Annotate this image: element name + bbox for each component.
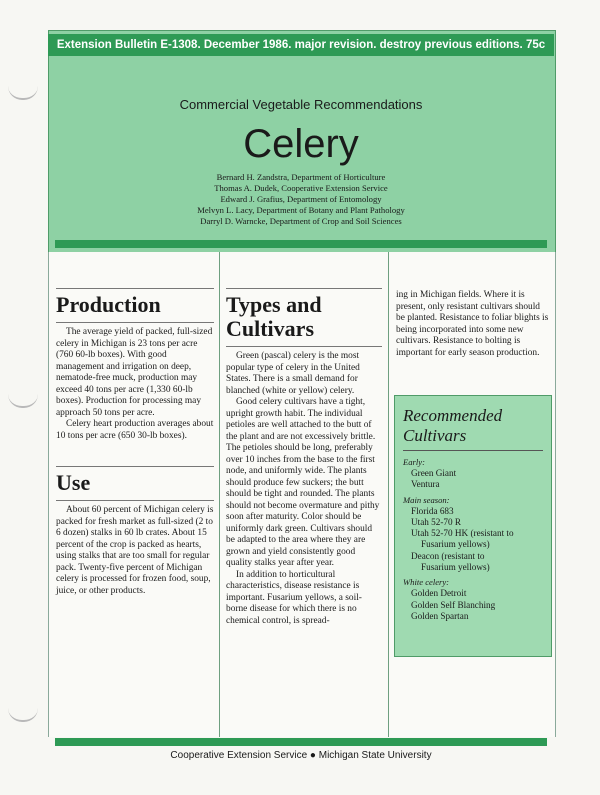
cultivar-group-label: White celery: [403, 577, 450, 588]
production-paragraph: Celery heart production averages about 10 tons per acre (650 30-lb boxes). [56, 419, 214, 441]
column-middle [226, 288, 382, 627]
types-paragraph: Green (pascal) celery is the most popular type of celery in the United States. There is a small demand for blanched (white or yellow) celery. [226, 351, 360, 396]
cultivar-item: Utah 52-70 R [411, 516, 462, 527]
cultivar-item: Golden Spartan [411, 610, 469, 621]
binder-hole-middle [8, 394, 38, 408]
bulletin-banner: Extension Bulletin E-1308. December 1986. major revision. destroy previous editions. 75c [48, 34, 554, 56]
publisher-footer: Cooperative Extension Service ● Michigan State University [170, 750, 432, 761]
types-paragraph-continued: ing in Michigan fields. Where it is present, only resistant cultivars should be planted. Resistance to foliar blights is being incorporated into some new cultivars. Resistance to bolting is important for early season production. [396, 290, 549, 358]
section-rule [56, 322, 214, 323]
section-rule [56, 288, 214, 289]
page-title: Celery [243, 122, 359, 166]
section-rule [226, 346, 382, 347]
binder-hole-bottom [8, 708, 38, 722]
types-paragraph: Good celery cultivars have a tight, upright growth habit. The individual petioles are well attached to the butt of the plant and are not excessively brittle. The petioles should be long, preferably over 10 inches from the base to the first node, and uniformly wide. The plants should produce few suckers; the butt should be tight and rounded. The plants should not become overmature and pithy soon after maturity. Color should be uniformly dark green. Cultivars should be adapted to the area where they are grown and yield consistently good quality stalks year after year. [226, 397, 380, 568]
author-line: Thomas A. Dudek, Cooperative Extension Service [214, 183, 388, 193]
use-heading: Use [56, 470, 91, 495]
author-line: Bernard H. Zandstra, Department of Horticulture [216, 172, 386, 182]
author-list [48, 172, 554, 227]
column-right [396, 290, 550, 359]
cultivar-group-label: Main season: [403, 494, 450, 505]
cultivar-item: Green Giant [411, 468, 457, 478]
types-paragraph: In addition to horticultural characteristics, disease resistance is important. Fusarium yellows, a soil-borne disease for which there is no chemical control, is spread- [226, 569, 362, 626]
recommended-cultivars-title: Recommended Cultivars [403, 406, 503, 445]
column-divider [388, 252, 389, 737]
cultivar-item [403, 551, 543, 574]
production-paragraph: The average yield of packed, full-sized celery in Michigan is 23 tons per acre (760 60-lb boxes). With good management and irrigation on deep, nematode-free muck, production may exceed 40 tons per acre (1,330 60-lb boxes). Production for processing may approach 50 tons per acre. [56, 327, 213, 418]
use-paragraph: About 60 percent of Michigan celery is packed for fresh market as full-sized (2 to 6 dozen) stalks in 60 lb crates. About 15 percent of the crop is packed as hearts, using stalks that are too small for regular pack. Twenty-five percent of Michigan celery is processed for frozen food, soup, juice, or other products. [56, 505, 214, 596]
footer-divider-band [55, 738, 547, 746]
cultivar-item-line: Deacon (resistant to [411, 550, 485, 561]
author-line: Melvyn L. Lacy, Department of Botany and Plant Pathology [197, 205, 405, 215]
section-rule [56, 466, 214, 467]
binder-hole-top [8, 86, 38, 100]
cultivar-item: Golden Detroit [411, 588, 467, 599]
box-rule [403, 450, 543, 451]
cultivar-item-line: Utah 52-70 HK (resistant to [411, 528, 514, 539]
production-heading: Production [56, 292, 161, 317]
section-rule [226, 288, 382, 289]
header-divider-band [55, 240, 547, 248]
column-left [56, 288, 214, 597]
column-divider [219, 252, 220, 737]
section-rule [56, 500, 214, 501]
series-subtitle: Commercial Vegetable Recommendations [179, 97, 423, 112]
cultivar-group-label: Early: [403, 457, 425, 467]
cultivar-item: Golden Self Blanching [411, 599, 496, 610]
cultivar-item: Florida 683 [411, 505, 454, 516]
cultivar-item-line: Fusarium yellows) [421, 539, 490, 550]
cultivar-item [403, 528, 543, 551]
cultivar-item-line: Fusarium yellows) [421, 562, 490, 573]
recommended-cultivars-box [394, 395, 552, 657]
author-line: Darryl D. Warncke, Department of Crop and Soil Sciences [200, 216, 402, 226]
author-line: Edward J. Grafius, Department of Entomology [220, 194, 382, 204]
cultivar-item: Ventura [411, 479, 440, 490]
types-heading: Types and Cultivars [226, 292, 322, 341]
